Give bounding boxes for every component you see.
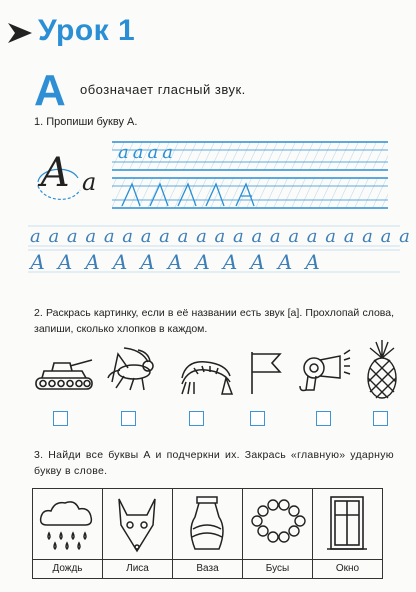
- intro-text: обозначает гласный звук.: [80, 82, 246, 97]
- word-cell-fox: [103, 489, 173, 579]
- flag-picture: [246, 348, 286, 396]
- answer-box-2[interactable]: [121, 411, 136, 426]
- grasshopper-picture: [104, 346, 164, 394]
- tank-picture: [34, 352, 94, 392]
- window-icon: [313, 489, 382, 559]
- lesson-title: Урок 1: [38, 14, 136, 47]
- lower-letters-row: а а а а а а а а а а а а а а а а а а а а а: [30, 226, 411, 247]
- arrow-icon: [6, 22, 34, 44]
- pineapple-picture: [362, 340, 402, 402]
- word-label-4: Бусы: [243, 559, 312, 578]
- big-letter: А: [34, 66, 66, 115]
- beads-icon: [243, 489, 312, 559]
- sample-upper-letter: А: [40, 150, 71, 196]
- word-label-1: Дождь: [33, 559, 102, 578]
- vase-icon: [173, 489, 242, 559]
- task1-text: 1. Пропиши букву А.: [34, 116, 138, 128]
- word-cell-beads: [243, 489, 313, 579]
- task3-text: 3. Найди все буквы А и подчеркни их. Закрась «главную» ударную букву в слове.: [34, 449, 394, 477]
- word-label-2: Лиса: [103, 559, 172, 578]
- answer-box-5[interactable]: [316, 411, 331, 426]
- hairdryer-picture: [292, 346, 352, 394]
- answer-box-1[interactable]: [53, 411, 68, 426]
- word-cell-rain: [33, 489, 103, 579]
- task2-text: 2. Раскрась картинку, если в её названии есть звук [а]. Прохлопай слова, запиши, сколько хлопков в каждом.: [34, 307, 394, 335]
- fox-icon: [103, 489, 172, 559]
- trace-lower-letters: аааа: [118, 142, 177, 163]
- answer-box-6[interactable]: [373, 411, 388, 426]
- word-label-3: Ваза: [173, 559, 242, 578]
- rain-cloud-icon: [33, 489, 102, 559]
- word-cell-vase: [173, 489, 243, 579]
- upper-letters-row: А А А А А А А А А А А: [30, 250, 324, 274]
- word-label-5: Окно: [313, 559, 382, 578]
- word-table: [32, 488, 383, 579]
- sample-lower-letter: а: [82, 168, 97, 196]
- answer-box-3[interactable]: [189, 411, 204, 426]
- word-cell-window: [313, 489, 383, 579]
- scarf-picture: [176, 350, 236, 398]
- answer-box-4[interactable]: [250, 411, 265, 426]
